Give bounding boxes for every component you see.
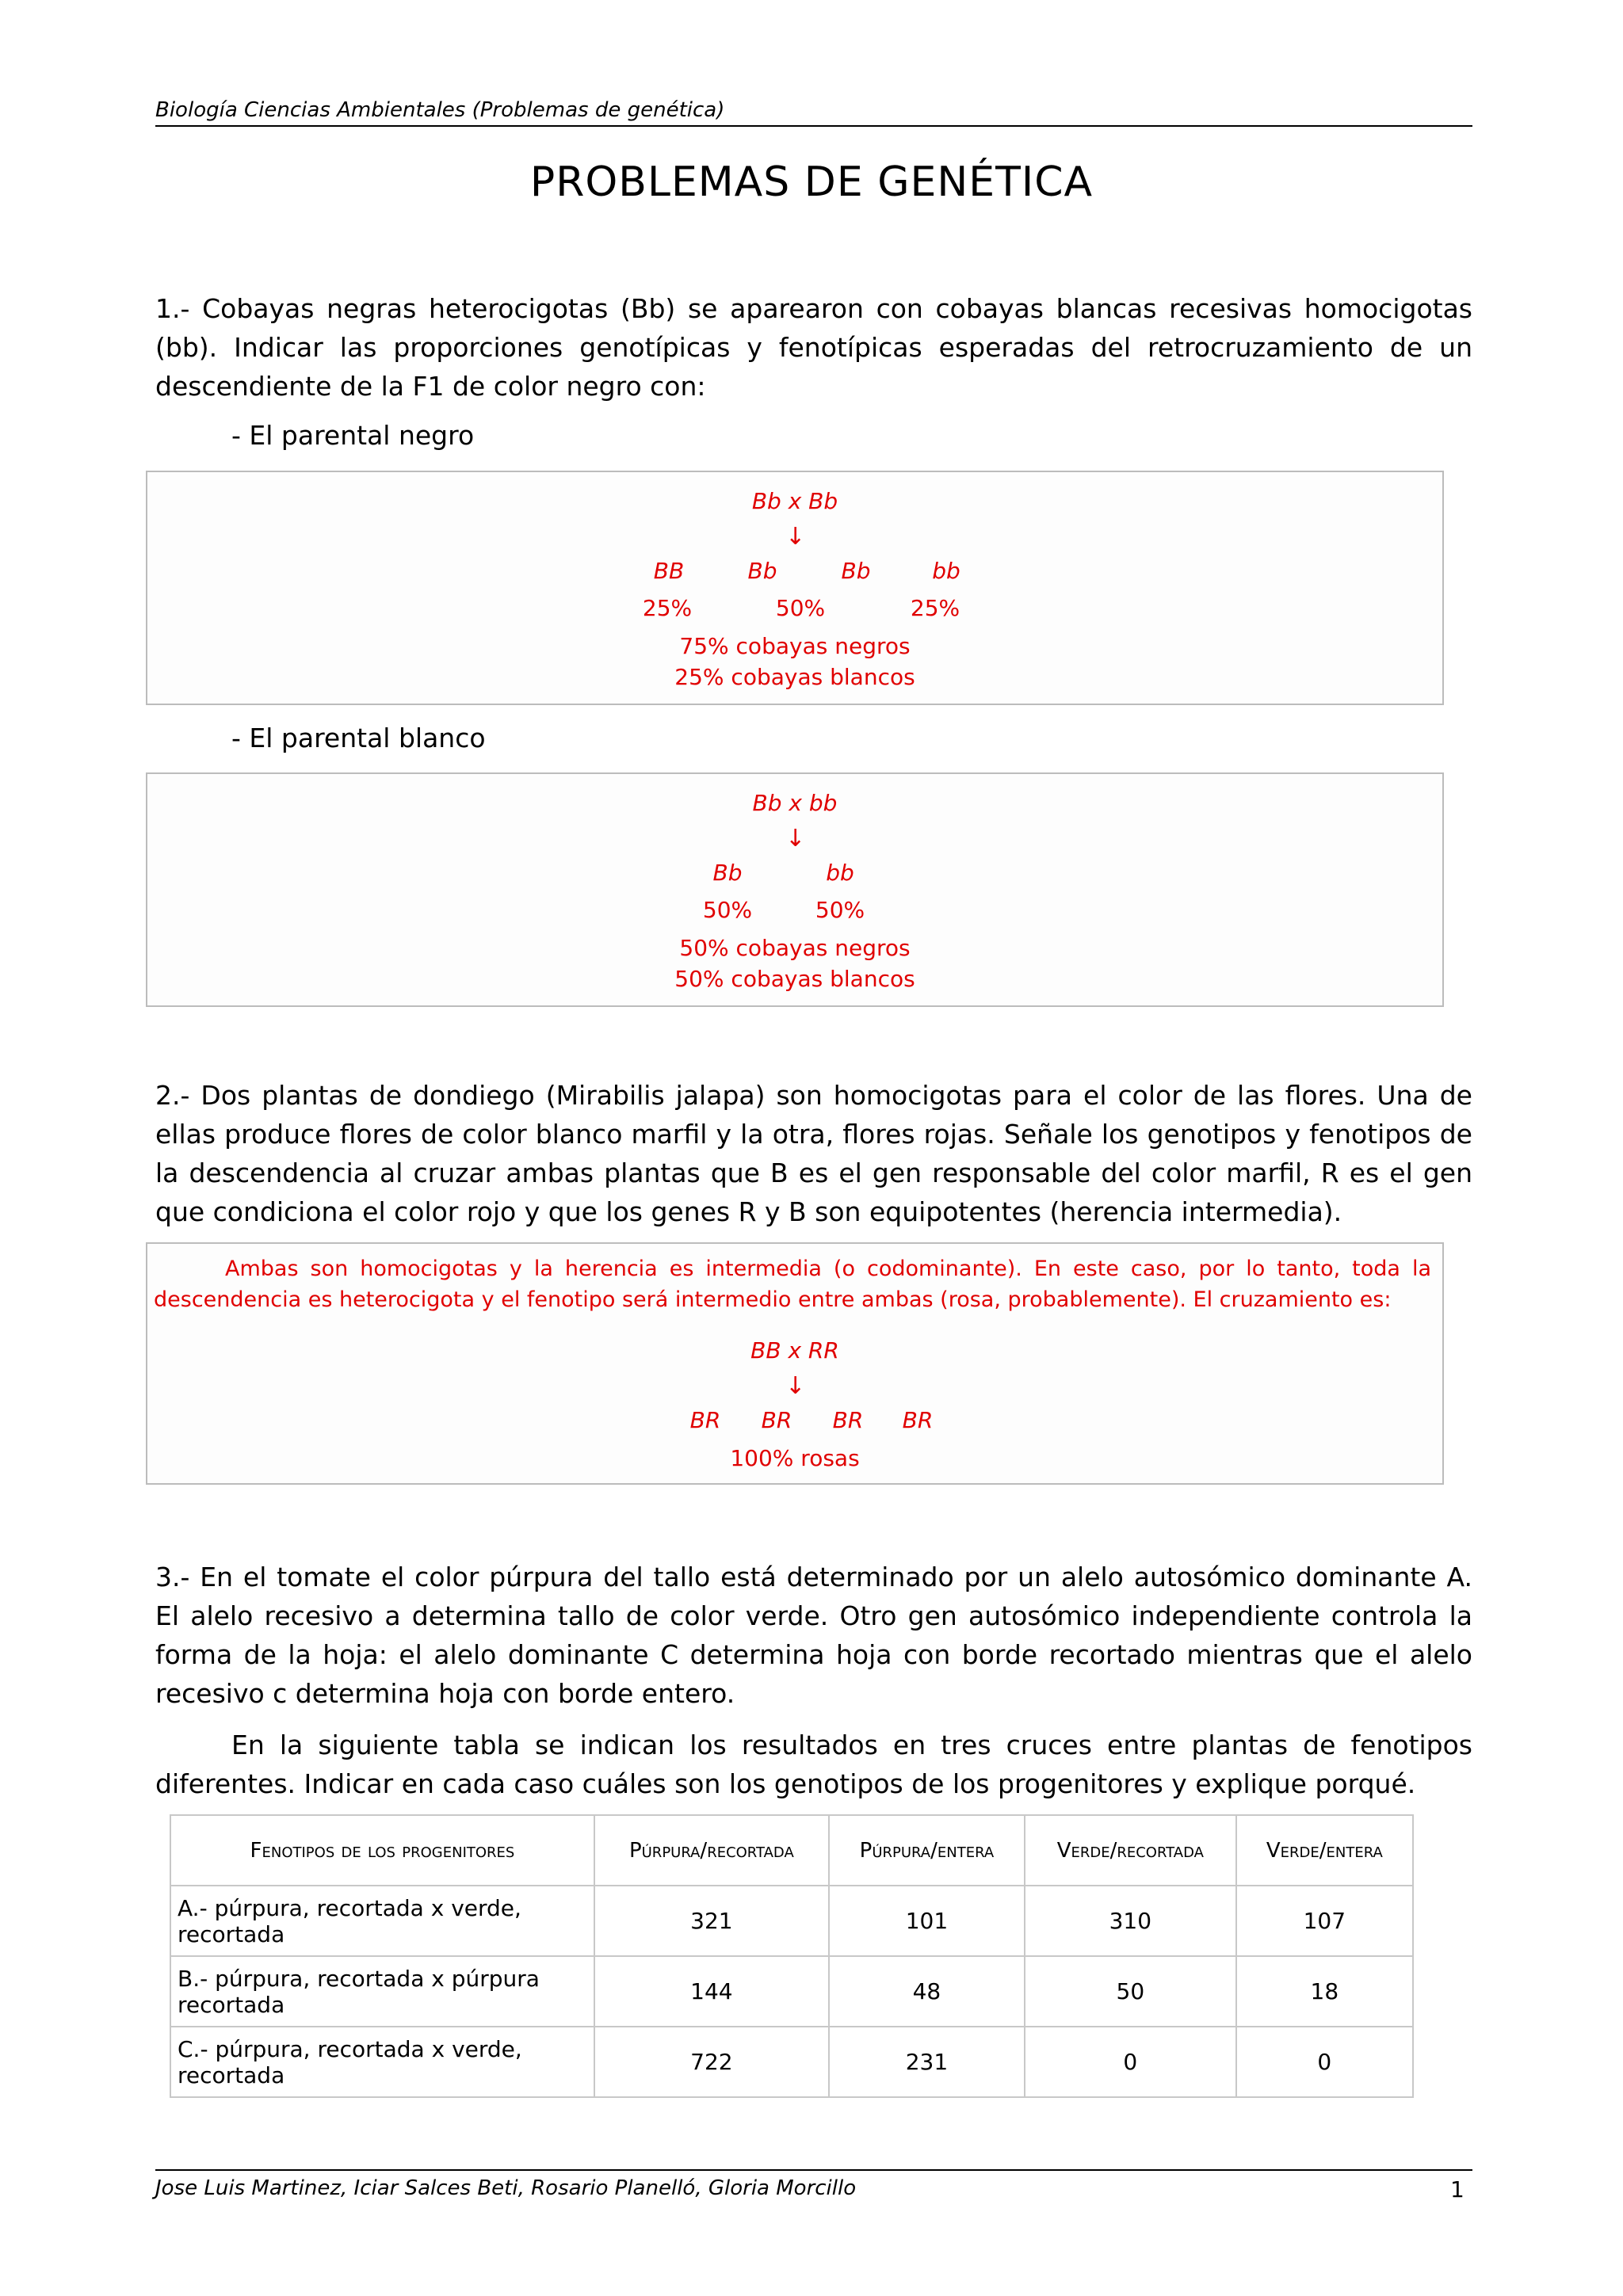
problem-2-text — [155, 1076, 1472, 1231]
results-table — [170, 1814, 1414, 2098]
header-rule — [155, 125, 1472, 127]
genotype-1: BB — [653, 558, 685, 584]
table-cell: B.- púrpura, recortada x púrpura recortada — [170, 1956, 594, 2027]
table-header-cell: Púrpura/entera — [829, 1815, 1025, 1886]
problem-1-case-b: - El parental blanco — [231, 723, 486, 753]
problem-3-statement: 3.- En el tomate el color púrpura del tallo está determinado por un alelo autosómico dominante A. El alelo recesivo a determina tallo de color verde. Otro gen autosómico independiente controla la forma de la hoja: el alelo dominante C determina hoja con borde recortado mientras que el alelo recesivo c determina hoja con borde entero. — [155, 1562, 1472, 1709]
table-cell: 310 — [1025, 1886, 1236, 1956]
running-header: Biología Ciencias Ambientales (Problemas de genética) — [155, 98, 725, 122]
answer-box-1a — [146, 471, 1444, 705]
genotype-1: Bb — [712, 860, 743, 886]
table-header-cell: Verde/entera — [1236, 1815, 1413, 1886]
percent-2: 50% — [775, 595, 826, 621]
genotype-1: BR — [689, 1407, 721, 1433]
table-cell: 722 — [594, 2027, 829, 2097]
table-header-cell: Verde/recortada — [1025, 1815, 1236, 1886]
percent-1: 25% — [642, 595, 693, 621]
percent-1: 50% — [702, 897, 753, 923]
table-header-row — [170, 1815, 1413, 1886]
phenotype-1: 75% cobayas negros — [679, 633, 911, 659]
page-number: 1 — [1450, 2176, 1465, 2203]
phenotype-2: 50% cobayas blancos — [674, 966, 915, 992]
genotype-3: Bb — [841, 558, 871, 584]
genotype-2: BR — [761, 1407, 792, 1433]
table-header-cell: Fenotipos de los progenitores — [170, 1815, 594, 1886]
table-header-cell: Púrpura/recortada — [594, 1815, 829, 1886]
percent-3: 25% — [910, 595, 960, 621]
table-cell: 107 — [1236, 1886, 1413, 1956]
percent-2: 50% — [815, 897, 865, 923]
genotype-2: bb — [826, 860, 854, 886]
arrow-down-icon: ↓ — [785, 1372, 806, 1400]
answer-box-2 — [146, 1242, 1444, 1485]
cross-label: BB x RR — [750, 1337, 839, 1363]
table-cell: 0 — [1025, 2027, 1236, 2097]
table-cell: 101 — [829, 1886, 1025, 1956]
cross-label: Bb x bb — [752, 790, 838, 816]
arrow-down-icon: ↓ — [785, 523, 806, 551]
table-row — [170, 1956, 1413, 2027]
problem-1-statement: 1.- Cobayas negras heterocigotas (Bb) se aparearon con cobayas blancas recesivas homocigotas (bb). Indicar las proporciones genotípicas y fenotípicas esperadas del retrocruzamiento de un descendiente de la F1 de color negro con: — [155, 293, 1472, 402]
phenotype-2: 25% cobayas blancos — [674, 664, 915, 690]
table-cell: 231 — [829, 2027, 1025, 2097]
arrow-down-icon: ↓ — [785, 825, 806, 852]
problem-3-text — [155, 1558, 1472, 1713]
answer-note: Ambas son homocigotas y la herencia es intermedia (o codominante). En este caso, por lo tanto, toda la descendencia es heterocigota y el fenotipo será intermedio entre ambas (rosa, probablemente). El cruzamiento es: — [154, 1257, 1431, 1312]
table-cell: C.- púrpura, recortada x verde, recortada — [170, 2027, 594, 2097]
table-cell: 18 — [1236, 1956, 1413, 2027]
table-row — [170, 2027, 1413, 2097]
genotype-4: BR — [902, 1407, 934, 1433]
table-cell: 0 — [1236, 2027, 1413, 2097]
genotype-2: Bb — [747, 558, 777, 584]
problem-2-statement: 2.- Dos plantas de dondiego (Mirabilis jalapa) son homocigotas para el color de las flores. Una de ellas produce flores de color blanco marfil y la otra, flores rojas. Señale los genotipos y fenotipos de la descendencia al cruzar ambas plantas que B es el gen responsable del color marfil, R es el gen que condiciona el color rojo y que los genes R y B son equipotentes (herencia intermedia). — [155, 1080, 1472, 1227]
phenotype-1: 50% cobayas negros — [679, 935, 911, 961]
problem-3-text-2: En la siguiente tabla se indican los resultados en tres cruces entre plantas de fenotipos diferentes. Indicar en cada caso cuáles son los genotipos de los progenitores y explique porqué. — [155, 1730, 1472, 1799]
table-row — [170, 1886, 1413, 1956]
footer-rule — [155, 2169, 1472, 2171]
genotype-4: bb — [932, 558, 960, 584]
genotype-3: BR — [832, 1407, 864, 1433]
result-label: 100% rosas — [730, 1445, 860, 1471]
page-title: PROBLEMAS DE GENÉTICA — [529, 158, 1094, 206]
answer-box-1b — [146, 772, 1444, 1007]
table-cell: 321 — [594, 1886, 829, 1956]
problem-1-text — [155, 289, 1472, 406]
problem-1-case-a: - El parental negro — [231, 420, 475, 451]
cross-label: Bb x Bb — [751, 488, 838, 514]
footer-authors: Jose Luis Martinez, Iciar Salces Beti, Rosario Planelló, Gloria Morcillo — [155, 2176, 857, 2200]
table-cell: 50 — [1025, 1956, 1236, 2027]
table-cell: A.- púrpura, recortada x verde, recortada — [170, 1886, 594, 1956]
table-cell: 48 — [829, 1956, 1025, 2027]
table-cell: 144 — [594, 1956, 829, 2027]
